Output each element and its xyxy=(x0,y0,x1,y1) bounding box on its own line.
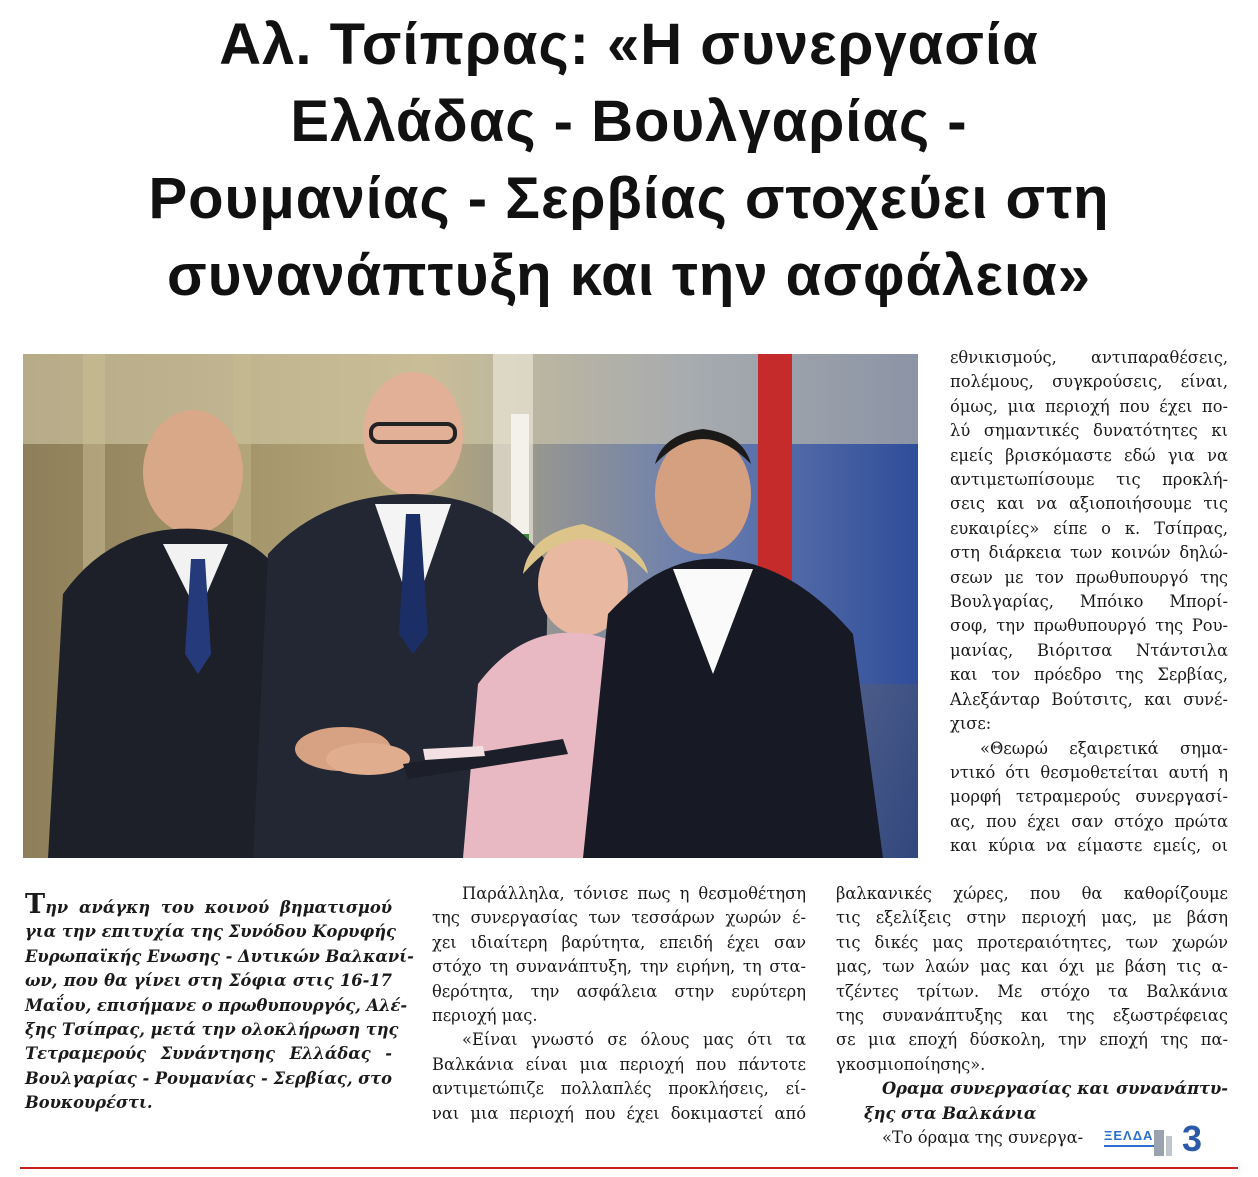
logo-graphic-icon xyxy=(1104,1126,1174,1160)
body-line: Παράλληλα, τόνισε πως η θεσμοθέτηση xyxy=(462,884,806,903)
body-line: μανίας, Βιόριτσα Ντάντσιλα xyxy=(950,640,1228,660)
lead-line: Βουκουρέστι. xyxy=(25,1093,153,1113)
lead-line: ην ανάγκη του κοινού βηματισμού xyxy=(45,898,392,917)
body-line: εμείς βρισκόμαστε εδώ για να xyxy=(950,445,1228,465)
body-line: της συνανάπτυξης και της εξωστρέφειας xyxy=(836,1006,1228,1026)
body-line: μας, των λαών μας και όχι με βάση τις α- xyxy=(836,957,1228,977)
lead-line: Βουλγαρίας - Ρουμανίας - Σερβίας, στο xyxy=(25,1068,392,1088)
article-middle-column xyxy=(432,882,806,1126)
body-line: σεις και να αξιοποιήσουμε τις xyxy=(950,494,1228,514)
body-line: «Θεωρώ εξαιρετικά σημα- xyxy=(980,738,1228,758)
body-line: πολέμους, συγκρούσεις, είναι, xyxy=(950,372,1228,392)
publication-logo xyxy=(1104,1126,1174,1160)
body-line: αντιμετώπιζε πολλαπλές προκλήσεις, εί- xyxy=(432,1079,806,1099)
body-line: θερότητα, την ασφάλεια στην ευρύτερη xyxy=(432,981,806,1001)
body-line: ναι μια περιοχή που έχει δοκιμαστεί από xyxy=(432,1103,806,1123)
headline-line-3: Ρουμανίας - Σερβίας στοχεύει στη xyxy=(148,166,1110,231)
subheading-line: Οραμα συνεργασίας και συνανάπτυ- xyxy=(882,1079,1228,1099)
body-line: μορφή τετραμερούς συνεργασί- xyxy=(950,787,1228,807)
body-line: σε μια εποχή δύσκολη, την εποχή της πα- xyxy=(836,1030,1228,1050)
body-line: ευκαιρίες» είπε ο κ. Τσίπρας, xyxy=(950,518,1228,538)
body-line: λύ σημαντικές δυνατότητες κι xyxy=(950,421,1228,441)
body-line: περιοχή μας. xyxy=(432,1006,538,1026)
body-line: αντιμετωπίσουμε τις προκλή- xyxy=(950,470,1228,490)
page-number: 3 xyxy=(1182,1118,1203,1159)
lead-line: ξης Τσίπρας, μετά την ολοκλήρωση της xyxy=(25,1020,399,1040)
body-line: και τον πρόεδρο της Σερβίας, xyxy=(950,665,1228,685)
headline-line-1: Αλ. Τσίπρας: «Η συνεργασία xyxy=(219,12,1039,77)
body-line: ας, που έχει σαν στόχο πρώτα xyxy=(950,811,1228,831)
body-line: χισε: xyxy=(950,714,992,734)
footer-rule xyxy=(20,1167,1238,1169)
body-line: Αλεξάνταρ Βούτσιτς, και συνέ- xyxy=(950,689,1228,709)
news-photo xyxy=(23,354,918,858)
body-line: Βουλγαρίας, Μπόικο Μπορί- xyxy=(950,592,1228,612)
body-line: στη διάρκεια των κοινών δηλώ- xyxy=(950,543,1228,563)
body-line: τις δικές μας προτεραιότητες, των χωρών xyxy=(836,932,1228,952)
body-line: και κύρια να είμαστε εμείς, οι xyxy=(950,836,1228,856)
lead-line: Ευρωπαϊκής Ενωσης - Δυτικών Βαλκανί- xyxy=(25,946,414,966)
body-line: σεων με τον πρωθυπουργό της xyxy=(950,567,1228,587)
body-line: τζέντες τρίτων. Με στόχο τα Βαλκάνια xyxy=(836,981,1228,1001)
body-line: Βαλκάνια είναι μια περιοχή που πάντοτε xyxy=(432,1054,806,1074)
body-line: «Είναι γνωστό σε όλους μας ότι τα xyxy=(462,1030,806,1050)
body-line: εθνικισμούς, αντιπαραθέσεις, xyxy=(950,348,1228,367)
headline-line-4: συνανάπτυξη και την ασφάλεια» xyxy=(167,243,1091,308)
body-line: χει ιδιαίτερη βαρύτητα, επειδή έχει σαν xyxy=(432,932,806,952)
body-line: τις εξελίξεις στην περιοχή μας, με βάση xyxy=(836,908,1228,928)
lead-line: ων, που θα γίνει στη Σόφια στις 16-17 xyxy=(25,971,392,991)
drop-cap: Τ xyxy=(25,889,46,920)
body-line: σοφ, την πρωθυπουργό της Ρου- xyxy=(950,616,1228,636)
body-line: βαλκανικές χώρες, που θα καθορίζουμε xyxy=(836,884,1228,903)
logo-text: ΞΕΛΔΑ xyxy=(1104,1128,1154,1143)
body-line: «Το όραμα της συνεργα- xyxy=(882,1128,1084,1148)
headline-line-2: Ελλάδας - Βουλγαρίας - xyxy=(290,89,968,154)
lead-line: Τετραμερούς Συνάντησης Ελλάδας - xyxy=(25,1044,392,1064)
body-line: στόχο τη συνανάπτυξη, την ειρήνη, τη στα- xyxy=(432,957,806,977)
lead-line: για την επιτυχία της Συνόδου Κορυφής xyxy=(25,922,396,942)
lead-line: Μαΐου, επισήμανε ο πρωθυπουργός, Αλέ- xyxy=(25,995,408,1015)
headline xyxy=(20,6,1238,314)
article-lead-column xyxy=(25,889,414,1116)
subheading-line: ξης στα Βαλκάνια xyxy=(864,1103,1037,1123)
article-right-column xyxy=(950,346,1228,859)
body-line: της συνεργασίας των τεσσάρων χωρών έ- xyxy=(432,908,806,928)
body-line: όμως, μια περιοχή που έχει πο- xyxy=(950,396,1228,416)
body-line: ντικό ότι θεσμοθετείται αυτή η xyxy=(950,762,1228,782)
article-third-column xyxy=(836,882,1228,1150)
body-line: γκοσμιοποίησης». xyxy=(836,1054,986,1074)
